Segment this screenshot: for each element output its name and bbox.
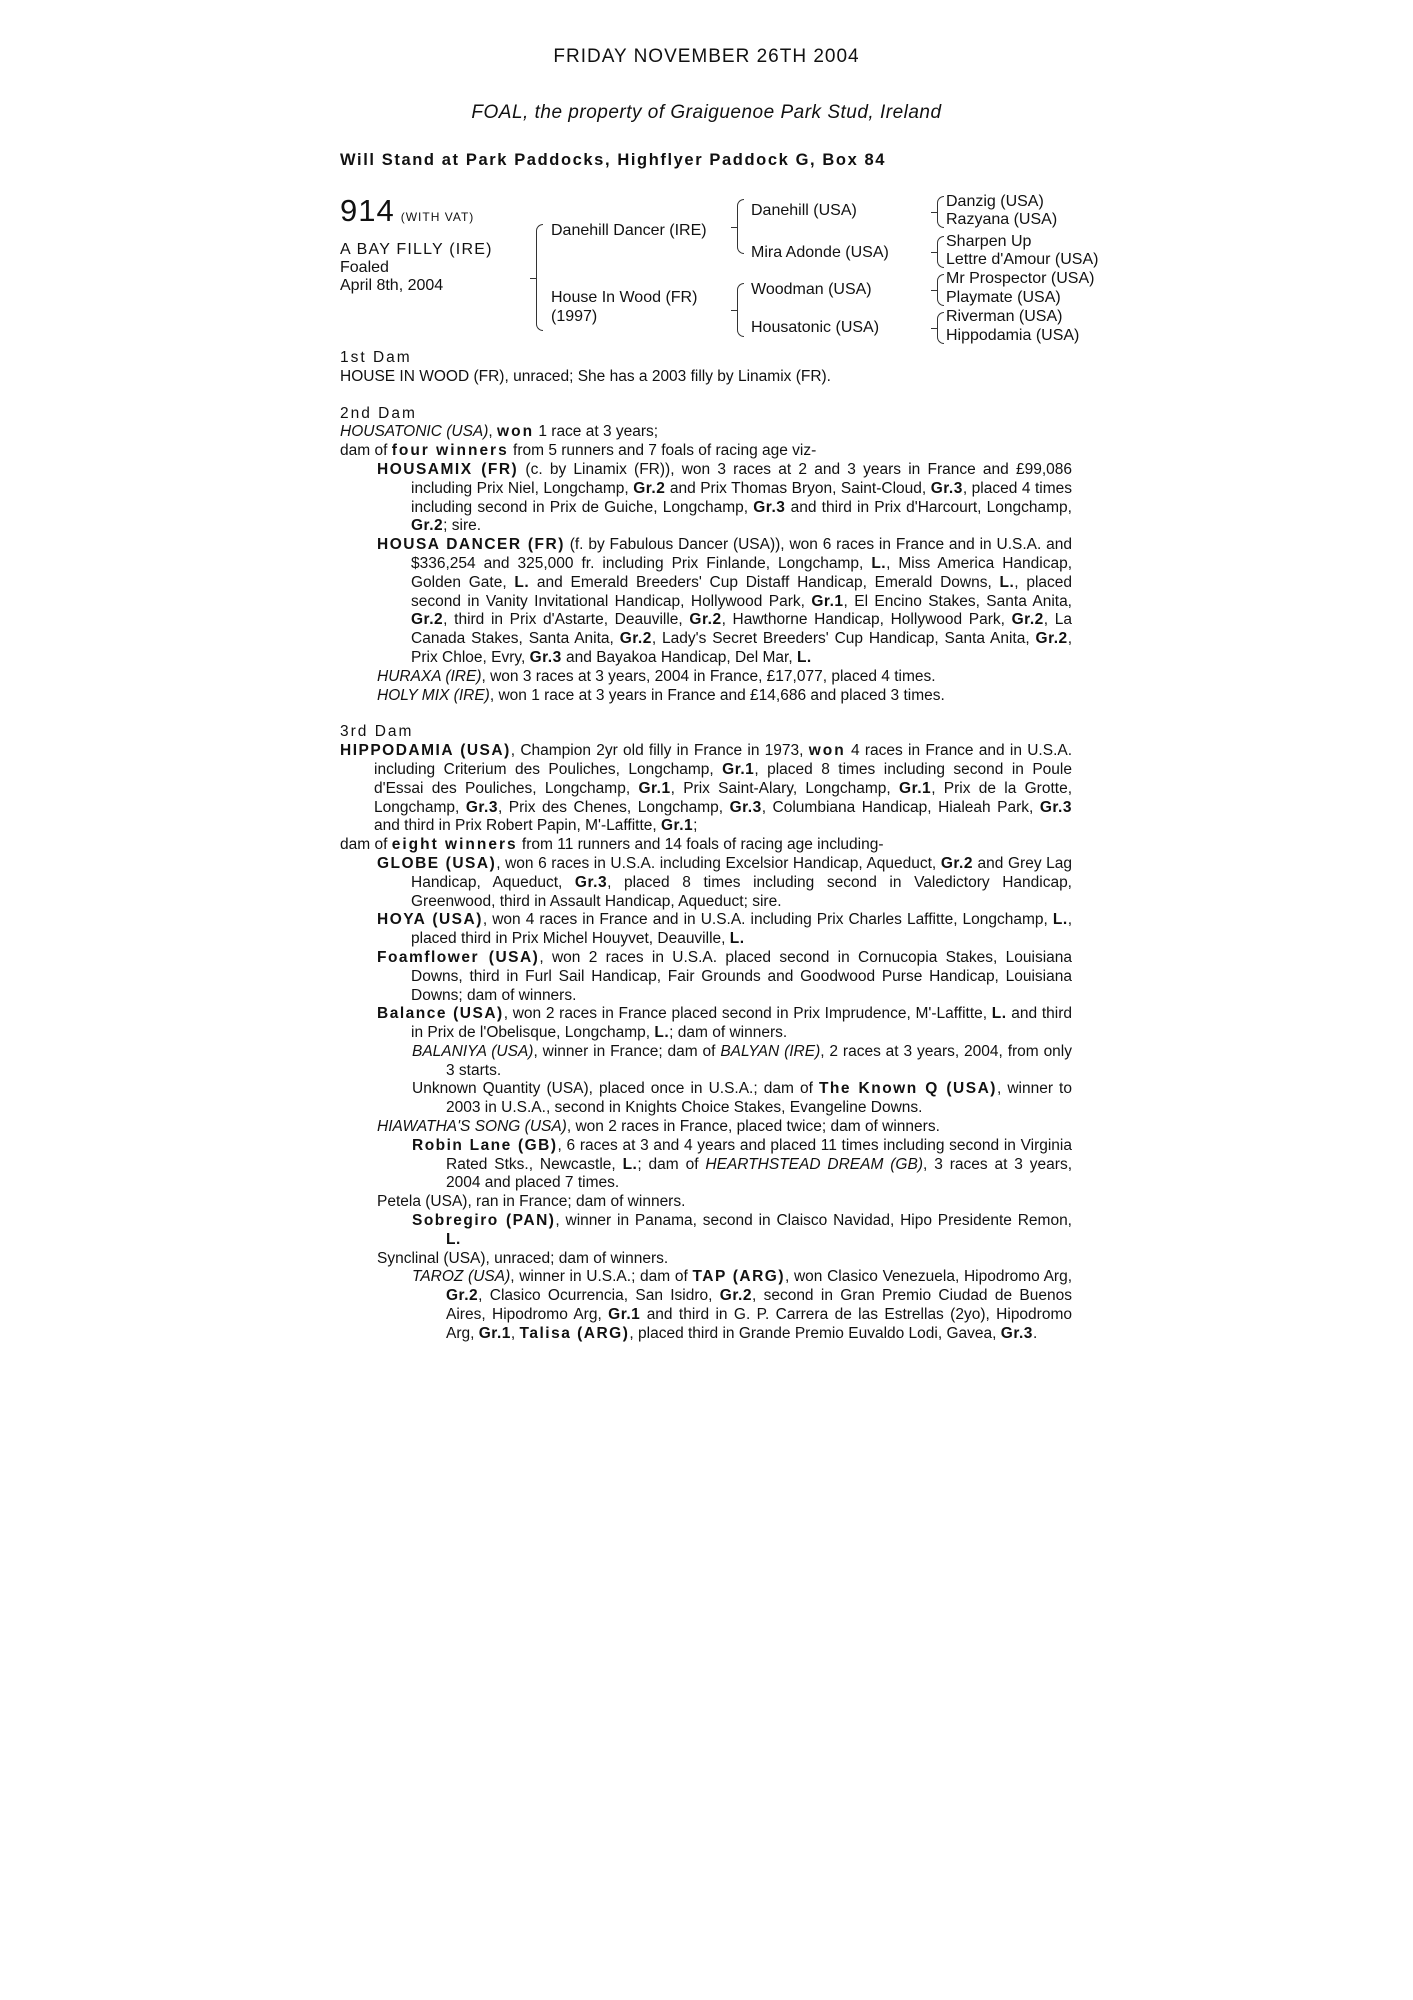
- unknown-quantity-t2: , winner to 2003 in U.S.A., second in Knights Choice Stakes, Evangeline Downs.: [446, 1080, 1072, 1117]
- holy-mix-name: HOLY MIX (IRE): [377, 686, 490, 704]
- progeny-robin-lane: [340, 1137, 1072, 1193]
- balance-grade: L.: [654, 1024, 670, 1042]
- third-dam-grade: Gr.1: [899, 779, 932, 797]
- huraxa-text: , won 3 races at 3 years, 2004 in France, £17,077, placed 4 times.: [481, 667, 936, 685]
- pedigree-gg-5: Mr Prospector (USA): [946, 270, 1095, 287]
- hoya-grade: L.: [1052, 911, 1068, 929]
- housa-dancer-grade: Gr.2: [1035, 630, 1068, 648]
- second-dam-text: 1 race at 3 years;: [534, 423, 659, 441]
- progeny-taroz: [340, 1268, 1072, 1343]
- petela-text: Petela (USA), ran in France; dam of winners.: [377, 1193, 686, 1211]
- robin-lane-t2: ; dam of: [637, 1155, 706, 1173]
- pedigree-brace-g12: [937, 196, 944, 228]
- third-dam-t6: , Prix des Chenes, Longchamp,: [498, 798, 730, 816]
- third-dam-grade: Gr.1: [638, 779, 671, 797]
- housa-dancer-grade: L.: [871, 554, 887, 572]
- stand-location: Will Stand at Park Paddocks, Highflyer Paddock G, Box 84: [340, 151, 887, 169]
- balyan-name: BALYAN (IRE): [720, 1042, 821, 1060]
- housa-dancer-grade: Gr.3: [529, 648, 562, 666]
- housa-dancer-t11: and Bayakoa Handicap, Del Mar,: [561, 648, 797, 666]
- progeny-globe: [340, 855, 1072, 911]
- huraxa-name: HURAXA (IRE): [377, 667, 482, 685]
- robin-lane-grade: L.: [622, 1155, 638, 1173]
- housa-dancer-grade: L.: [796, 648, 812, 666]
- balance-t2: and third in Prix de l'Obelisque, Longchamp,: [411, 1005, 1072, 1042]
- hearthstead-dream-name: HEARTHSTEAD DREAM (GB): [705, 1155, 923, 1173]
- housamix-t1: (c. by Linamix (FR)), won 3 races at 2 and 3 years in France and £99,086 including Prix Niel, Longchamp,: [411, 460, 1073, 497]
- sobregiro-grade: L.: [446, 1230, 461, 1248]
- holy-mix-text: , won 1 race at 3 years in France and £14,686 and placed 3 times.: [489, 686, 945, 704]
- progeny-balance: [340, 1005, 1072, 1043]
- housamix-t4: and third in Prix d'Harcourt, Longchamp,: [785, 498, 1072, 516]
- housamix-t2: and Prix Thomas Bryon, Saint-Cloud,: [665, 479, 931, 497]
- foaled-label: Foaled: [340, 259, 389, 276]
- third-dam-won: won: [808, 742, 846, 760]
- third-dam-t9: ;: [693, 817, 698, 835]
- taroz-name: TAROZ (USA): [412, 1268, 511, 1286]
- pedigree-gg-8: Hippodamia (USA): [946, 327, 1080, 344]
- housa-dancer-grade: L.: [514, 573, 530, 591]
- taroz-grade: Gr.3: [1000, 1324, 1033, 1342]
- first-dam-text: , unraced; She has a 2003 filly by Linamix (FR).: [504, 367, 831, 385]
- first-dam-entry: [340, 368, 1072, 387]
- pedigree-gg-2: Razyana (USA): [946, 211, 1058, 228]
- second-dam-entry: HOUSATONIC (USA), won 1 race at 3 years;: [340, 423, 659, 441]
- housa-dancer-name: HOUSA DANCER (FR): [377, 536, 565, 554]
- globe-t3: , placed 8 times including second in Valedictory Handicap, Greenwood, third in Assault Handicap, Aqueduct; sire.: [411, 873, 1072, 910]
- pedigree-gg-7: Riverman (USA): [946, 308, 1063, 325]
- globe-t1: , won 6 races in U.S.A. including Excelsior Handicap, Aqueduct,: [496, 854, 941, 872]
- taroz-grade: Gr.2: [446, 1287, 479, 1305]
- housa-dancer-t10: , Prix Chloe, Evry,: [411, 630, 1072, 666]
- taroz-t2: , won Clasico Venezuela, Hipodromo Arg,: [785, 1268, 1073, 1286]
- pedigree-dam: House In Wood (FR): [551, 289, 698, 306]
- hoya-t2: , placed third in Prix Michel Houyvet, Deauville,: [411, 911, 1072, 948]
- balaniya-t1: , winner in France; dam of: [533, 1042, 721, 1060]
- progeny-housa-dancer: [340, 536, 1072, 668]
- pedigree-sire: Danehill Dancer (IRE): [551, 222, 707, 239]
- globe-grade: Gr.2: [940, 854, 973, 872]
- progeny-housamix: [340, 461, 1072, 536]
- third-dam-produce-summary: [340, 836, 1072, 855]
- progeny-synclinal: [340, 1250, 1072, 1269]
- housa-dancer-t2: , Miss America Handicap, Golden Gate,: [411, 554, 1073, 591]
- housa-dancer-t5: , El Encino Stakes, Santa Anita,: [843, 592, 1072, 610]
- hoya-grade: L.: [729, 930, 745, 948]
- progeny-holy-mix: [340, 687, 1072, 706]
- housa-dancer-grade: Gr.2: [689, 611, 722, 629]
- lot-subtitle: FOAL, the property of Graiguenoe Park Stud, Ireland: [471, 102, 942, 123]
- page-date-header: FRIDAY NOVEMBER 26TH 2004: [553, 46, 860, 67]
- pedigree-brace-sire: [737, 199, 744, 254]
- progeny-unknown-quantity: [340, 1080, 1072, 1118]
- lot-title: A BAY FILLY (IRE): [340, 241, 493, 258]
- globe-t2: and Grey Lag Handicap, Aqueduct,: [411, 854, 1072, 891]
- third-dam-t4: , Prix Saint-Alary, Longchamp,: [670, 779, 900, 797]
- progeny-hoya: [340, 911, 1072, 949]
- hoya-t1: , won 4 races in France and in U.S.A. including Prix Charles Laffitte, Longchamp,: [482, 911, 1053, 929]
- housa-dancer-t6: , third in Prix d'Astarte, Deauville,: [443, 611, 690, 629]
- taroz-t8: .: [1032, 1324, 1038, 1342]
- third-dam-entry: [340, 742, 1072, 836]
- first-dam-heading: 1st Dam: [340, 349, 412, 366]
- sobregiro-name: Sobregiro (PAN): [412, 1212, 556, 1230]
- pedigree-sire-sire: Danehill (USA): [751, 202, 857, 219]
- third-dam-t8: and third in Prix Robert Papin, M'-Laffitte,: [374, 817, 661, 835]
- second-dam-runners: from 5 runners and 7 foals of racing age viz-: [508, 442, 817, 460]
- robin-lane-name: Robin Lane (GB): [412, 1136, 558, 1154]
- foaled-date: April 8th, 2004: [340, 277, 444, 294]
- globe-grade: Gr.3: [574, 873, 608, 891]
- balaniya-t2: , 2 races at 3 years, 2004, from only 3 starts.: [446, 1042, 1073, 1079]
- pedigree-brace-dam: [737, 283, 744, 337]
- third-dam-name: HIPPODAMIA (USA): [340, 742, 511, 760]
- housa-dancer-grade: L.: [999, 573, 1015, 591]
- housamix-grade-1: Gr.2: [633, 479, 666, 497]
- third-dam-grade: Gr.1: [660, 817, 694, 835]
- pedigree-brace-g56: [937, 274, 944, 306]
- unknown-quantity-t1: Unknown Quantity (USA), placed once in U.S.A.; dam of: [412, 1080, 819, 1098]
- third-dam-grade: Gr.1: [722, 760, 755, 778]
- hoya-name: HOYA (USA): [377, 911, 483, 929]
- pedigree-gg-3: Sharpen Up: [946, 233, 1032, 250]
- second-dam-heading: 2nd Dam: [340, 404, 417, 422]
- second-dam-name: HOUSATONIC (USA): [340, 423, 489, 441]
- housa-dancer-grade: Gr.2: [619, 630, 652, 648]
- robin-lane-t3: , 3 races at 3 years, 2004 and placed 7 times.: [446, 1155, 1073, 1192]
- sobregiro-t1: , winner in Panama, second in Claisco Navidad, Hipo Presidente Remon,: [555, 1212, 1072, 1230]
- progeny-petela: [340, 1193, 1072, 1212]
- third-dam-grade: Gr.3: [729, 798, 762, 816]
- catalogue-body: [340, 349, 1072, 1344]
- pedigree-gg-6: Playmate (USA): [946, 289, 1061, 306]
- balaniya-name: BALANIYA (USA): [412, 1042, 534, 1060]
- globe-name: GLOBE (USA): [377, 854, 497, 872]
- pedigree-brace-g78: [937, 312, 944, 344]
- synclinal-text: Synclinal (USA), unraced; dam of winners.: [377, 1249, 669, 1267]
- lot-description: [340, 241, 493, 295]
- third-dam-t7: , Columbiana Handicap, Hialeah Park,: [761, 798, 1040, 816]
- the-known-q-name: The Known Q (USA): [818, 1080, 997, 1098]
- taroz-t7: , placed third in Grande Premio Euvaldo Lodi, Gavea,: [629, 1324, 1001, 1342]
- robin-lane-t1: , 6 races at 3 and 4 years and placed 11 times including second in Virginia Rated Stks., Newcastle,: [446, 1136, 1072, 1173]
- housamix-name: HOUSAMIX (FR): [377, 460, 519, 478]
- first-dam-name: HOUSE IN WOOD (FR): [340, 367, 505, 385]
- balance-name: Balance (USA): [377, 1005, 504, 1023]
- lot-number-block: [340, 193, 474, 229]
- housa-dancer-grade: Gr.1: [811, 592, 844, 610]
- taroz-t4: , second in Gran Premio Ciudad de Buenos Aires, Hipodromo Arg,: [446, 1287, 1072, 1324]
- second-dam-winners: four winners: [391, 442, 509, 460]
- third-dam-t2: 4 races in France and in U.S.A. including Criterium des Pouliches, Longchamp,: [374, 742, 1073, 778]
- housamix-t5: ; sire.: [443, 517, 482, 535]
- talisa-name: Talisa (ARG): [519, 1324, 630, 1342]
- third-dam-dam-of: dam of: [340, 836, 392, 854]
- foamflower-name: Foamflower (USA): [377, 948, 540, 966]
- second-dam-produce-summary: [340, 442, 1072, 461]
- hiawatha-name: HIAWATHA'S SONG (USA): [377, 1118, 567, 1136]
- progeny-sobregiro: [340, 1212, 1072, 1250]
- foamflower-text: , won 2 races in U.S.A. placed second in Cornucopia Stakes, Louisiana Downs, third in Furl Sail Handicap, Fair Grounds and Goodwood Purse Handicap, Louisiana Downs; dam of winners.: [411, 948, 1073, 1004]
- housa-dancer-t9: , Lady's Secret Breeders' Cup Handicap, Santa Anita,: [651, 630, 1036, 648]
- third-dam-t3: , placed 8 times including second in Poule d'Essai des Pouliches, Longchamp,: [374, 760, 1072, 797]
- second-dam-won: won: [497, 423, 535, 441]
- progeny-foamflower: [340, 949, 1072, 1005]
- taroz-t5: and third in G. P. Carrera de las Estrellas (2yo), Hipodromo Arg,: [446, 1306, 1072, 1342]
- housamix-grade-4: Gr.2: [411, 517, 444, 535]
- third-dam-t1: , Champion 2yr old filly in France in 1973,: [510, 742, 809, 760]
- taroz-grade: Gr.1: [478, 1324, 511, 1342]
- housa-dancer-t7: , Hawthorne Handicap, Hollywood Park,: [721, 611, 1012, 629]
- vat-note: (WITH VAT): [400, 210, 475, 224]
- balance-t3: ; dam of winners.: [669, 1024, 788, 1042]
- pedigree-dam-dam: Housatonic (USA): [751, 319, 880, 336]
- third-dam-t5: , Prix de la Grotte, Longchamp,: [374, 779, 1072, 816]
- third-dam-runners: from 11 runners and 14 foals of racing age including-: [517, 836, 884, 854]
- pedigree-gg-4: Lettre d'Amour (USA): [946, 251, 1099, 268]
- lot-number: 914: [340, 193, 395, 228]
- progeny-balaniya: [340, 1043, 1072, 1081]
- taroz-grade: Gr.2: [719, 1287, 752, 1305]
- pedigree-sire-dam: Mira Adonde (USA): [751, 244, 889, 261]
- third-dam-winners: eight winners: [391, 836, 518, 854]
- taroz-t6: ,: [510, 1324, 520, 1342]
- pedigree-gg-1: Danzig (USA): [946, 193, 1044, 210]
- pedigree-brace-main: [536, 224, 543, 331]
- pedigree-dam-sire: Woodman (USA): [751, 281, 872, 298]
- taroz-t3: , Clasico Ocurrencia, San Isidro,: [478, 1287, 720, 1305]
- second-dam-dam-of: dam of: [340, 442, 392, 460]
- third-dam-grade: Gr.3: [465, 798, 498, 816]
- balance-grade: L.: [991, 1005, 1007, 1023]
- third-dam-heading: 3rd Dam: [340, 723, 414, 741]
- hiawatha-text: , won 2 races in France, placed twice; dam of winners.: [566, 1118, 940, 1136]
- progeny-hiawathas-song: [340, 1118, 1072, 1137]
- housa-dancer-t8: , La Canada Stakes, Santa Anita,: [411, 611, 1073, 648]
- housa-dancer-t4: , placed second in Vanity Invitational Handicap, Hollywood Park,: [411, 573, 1072, 610]
- balance-t1: , won 2 races in France placed second in Prix Imprudence, M'-Laffitte,: [503, 1005, 992, 1023]
- housamix-grade-2: Gr.3: [930, 479, 963, 497]
- tap-name: TAP (ARG): [692, 1268, 785, 1286]
- housa-dancer-t1: (f. by Fabulous Dancer (USA)), won 6 races in France and in U.S.A. and $336,254 and 325,000 fr. including Prix Finlande, Longchamp,: [411, 536, 1072, 572]
- pedigree-dam-year: (1997): [551, 308, 598, 325]
- housamix-grade-3: Gr.3: [753, 498, 786, 516]
- taroz-t1: , winner in U.S.A.; dam of: [510, 1268, 693, 1286]
- pedigree-brace-g34: [937, 236, 944, 268]
- housamix-t3: , placed 4 times including second in Prix de Guiche, Longchamp,: [411, 479, 1072, 516]
- third-dam-grade: Gr.3: [1039, 798, 1072, 816]
- housa-dancer-grade: Gr.2: [1011, 611, 1044, 629]
- housa-dancer-grade: Gr.2: [411, 611, 444, 629]
- taroz-grade: Gr.1: [608, 1306, 641, 1324]
- housa-dancer-t3: and Emerald Breeders' Cup Distaff Handicap, Emerald Downs,: [529, 573, 1000, 591]
- progeny-huraxa: [340, 668, 1072, 687]
